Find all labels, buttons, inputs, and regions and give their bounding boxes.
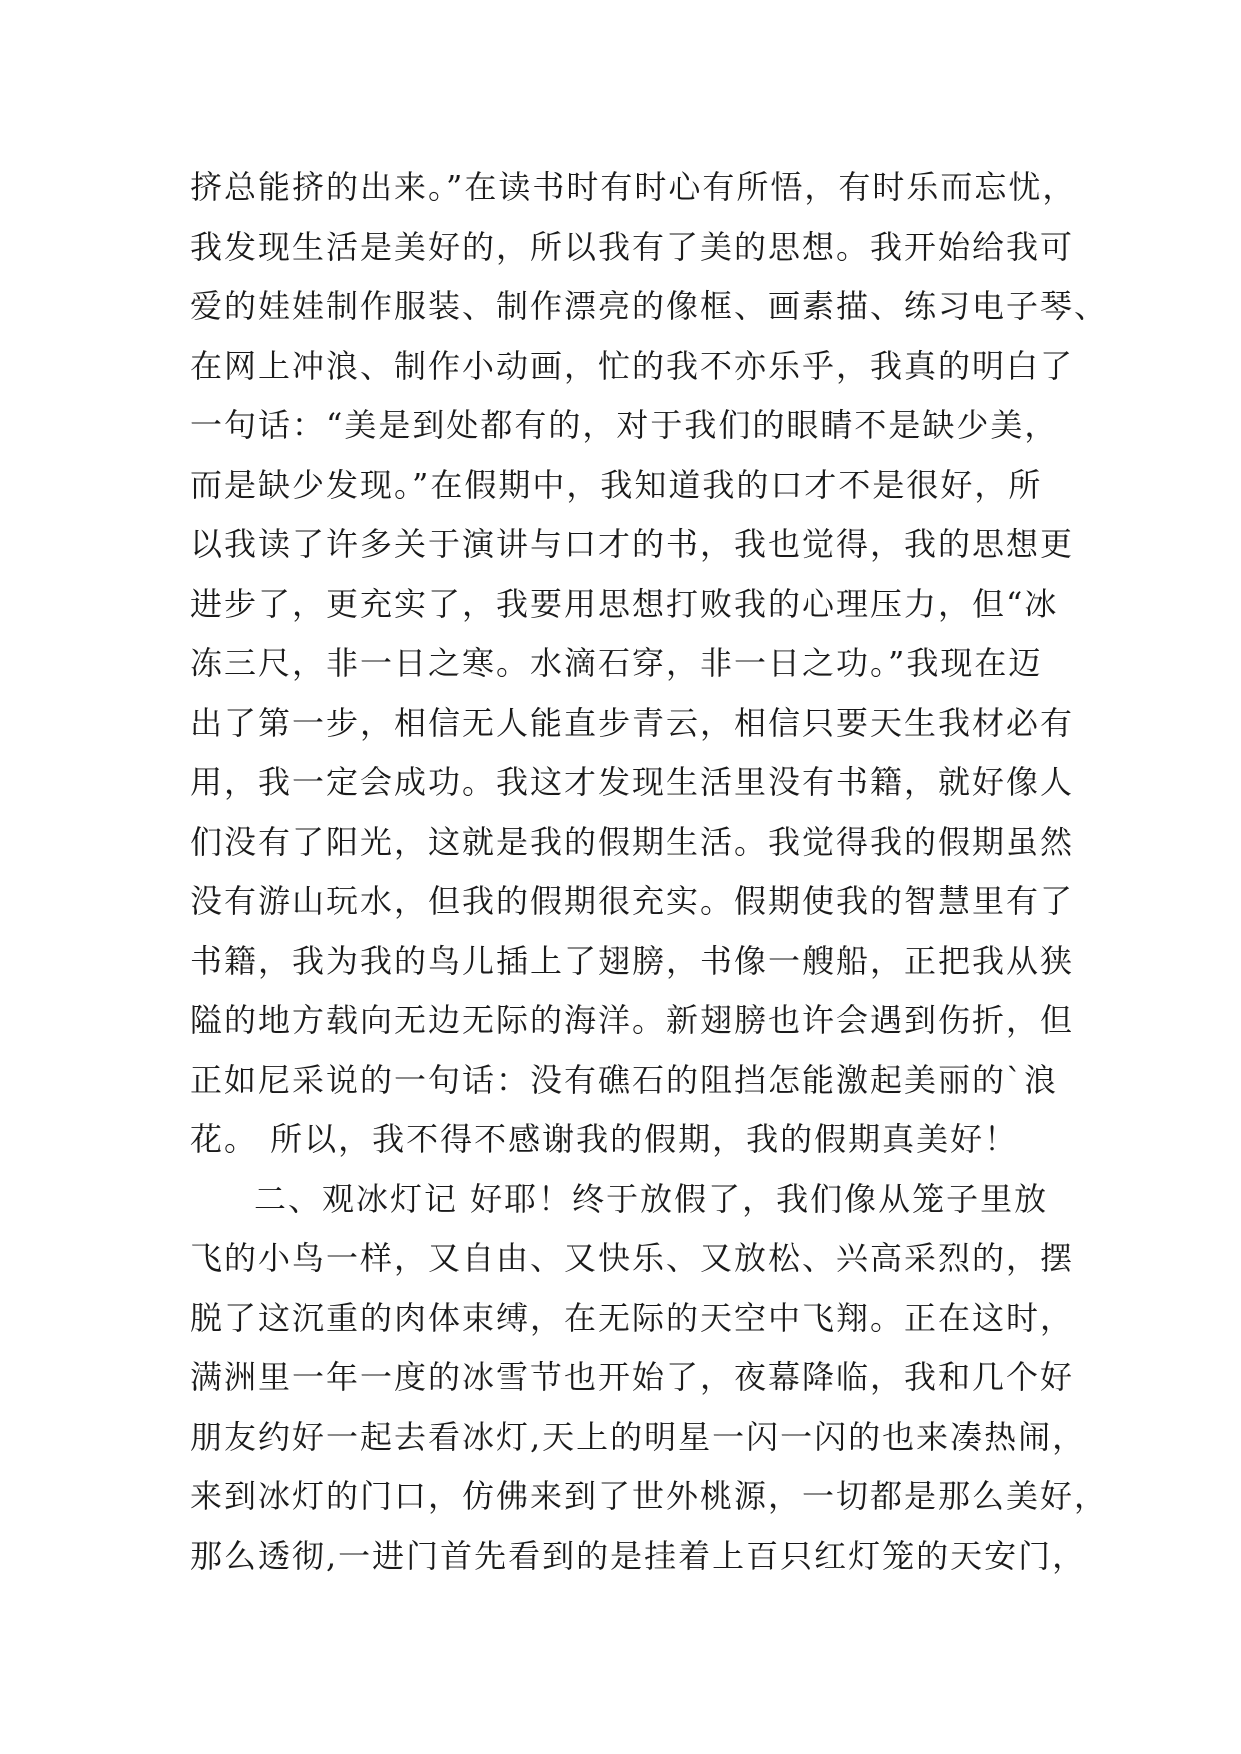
text-line: 隘的地方载向无边无际的海洋。新翅膀也许会遇到伤折，但 (190, 1001, 1075, 1039)
text-line: 在网上冲浪、制作小动画，忙的我不亦乐乎，我真的明白了 (190, 346, 1075, 385)
text-line: 来到冰灯的门口，仿佛来到了世外桃源，一切都是那么美好， (190, 1477, 1109, 1515)
text-line: 我发现生活是美好的，所以我有了美的思想。我开始给我可 (190, 227, 1075, 266)
section-heading-line: 二、观冰灯记 好耶！终于放假了，我们像从笼子里放 (254, 1179, 1049, 1218)
text-line: 进步了，更充实了，我要用思想打败我的心理压力，但“冰 (190, 584, 1059, 623)
text-line: 一句话：“美是到处都有的，对于我们的眼睛不是缺少美， (190, 406, 1059, 444)
text-line: 们没有了阳光，这就是我的假期生活。我觉得我的假期虽然 (190, 822, 1075, 861)
text-line: 那么透彻,一进门首先看到的是挂着上百只红灯笼的天安门， (190, 1536, 1087, 1575)
text-line: 出了第一步，相信无人能直步青云，相信只要天生我材必有 (190, 703, 1075, 742)
text-line: 正如尼采说的一句话：没有礁石的阻挡怎能激起美丽的`浪 (190, 1060, 1059, 1099)
text-line: 脱了这沉重的肉体束缚，在无际的天空中飞翔。正在这时， (190, 1298, 1075, 1337)
text-line: 花。 所以，我不得不感谢我的假期，我的假期真美好！ (190, 1120, 1019, 1158)
text-line: 挤总能挤的出来。”在读书时有时心有所悟，有时乐而忘忧， (190, 168, 1077, 206)
text-line: 以我读了许多关于演讲与口才的书，我也觉得，我的思想更 (190, 525, 1075, 563)
text-line: 朋友约好一起去看冰灯,天上的明星一闪一闪的也来凑热闹， (190, 1417, 1087, 1456)
text-line: 冻三尺，非一日之寒。水滴石穿，非一日之功。”我现在迈 (190, 644, 1043, 682)
text-line: 没有游山玩水，但我的假期很充实。假期使我的智慧里有了 (190, 882, 1075, 920)
text-line: 用，我一定会成功。我这才发现生活里没有书籍，就好像人 (190, 763, 1075, 801)
text-line: 而是缺少发现。”在假期中，我知道我的口才不是很好，所 (190, 465, 1043, 504)
text-line: 爱的娃娃制作服装、制作漂亮的像框、画素描、练习电子琴、 (190, 287, 1109, 325)
text-line: 书籍，我为我的鸟儿插上了翅膀，书像一艘船，正把我从狭 (190, 941, 1075, 980)
body-text (190, 158, 1109, 1586)
text-line: 飞的小鸟一样，又自由、又快乐、又放松、兴高采烈的，摆 (190, 1239, 1075, 1277)
text-line: 满洲里一年一度的冰雪节也开始了，夜幕降临，我和几个好 (190, 1358, 1075, 1396)
